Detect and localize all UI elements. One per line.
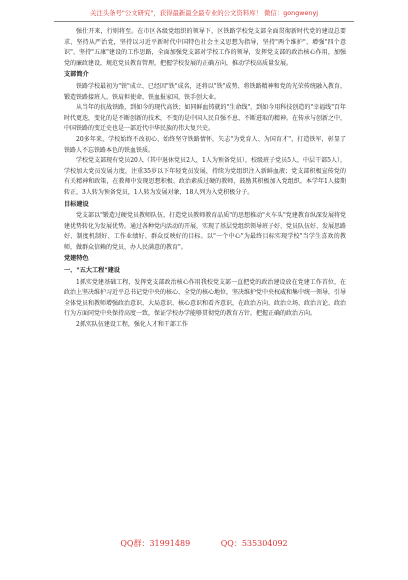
body-paragraph: 2抓实队伍建设工程，强化人才和干部工作 <box>76 321 188 329</box>
body-paragraph: 铁路学校最初为"铁"成立、已经因"铁"成名，还将以"铁"成势、将铁路精神和党的光荣传统融入教育，锻造铁路接班人。铁肩担使命、铁血报家国，铁手创大业。 <box>64 82 346 101</box>
body-paragraph: 党支部以"锻造过硬党员教师队伍，打造党员教师教育品质"的思想推动"火车头"党建教育纵深发展将党建优势转化为发展优势。通过各种党内活动的开展，实现了基层党组织领导班子好、党员队伍好、发展思路好、制度机制好、工作业绩好、群众反映好的目标。以"一个中心"为最终目标实现学校"当学生喜欢的教师，做群众信赖的党员，办人民满意的教育"。 <box>64 212 347 251</box>
section-heading-features: 党建特色 <box>64 255 89 263</box>
footer-qq: QQ：535304092 <box>220 539 288 548</box>
header-divider <box>54 21 354 22</box>
body-paragraph: 学校党支部现有党员20人（其中退休党员2人，1人为预备党员），校级班子党员5人，中层干部5人），学校加大党员发展力度，注重35岁以下年轻党员发展，持续为党组织注入新鲜血液；党支部积极宣传党的有关精神和政策，在教师中发现思想积极、政治素质过硬的教师，鼓励其积极加入党组织。本学年1人接期转正，3人转为预备党员，1人转为发展对象，18人列为入党积极分子。 <box>64 157 346 196</box>
section-heading-branch-intro: 支部简介 <box>64 71 89 79</box>
intro-paragraph: 强仕开来，行则将至。在市区各级党组织的领导下，区铁路学校党支部全面贯彻新时代党的建设总要求，坚持从严治党，坚持以习近平新时代中国特色社会主义思想为指导，坚持"两个维护"、增强"四个意识"、坚持"五康"建设的工作思路，全面加强党支部对学校工作的领导，发挥党支部的政治核心作用，加强党的廉政建设，规范党员教育管理，把握学校发展的正确方向，推动学校高质量发展。 <box>64 28 346 67</box>
body-paragraph: 1抓实党建基础工程，发挥党支部政治核心作用我校党支部一直把党的政治建设放在党建工作首位，在政治上坚决维护习近平总书记党中央的核心、全党的核心地位，坚决维护党中央权威和集中统一领导，引导全体党员和教师增强政治意识、大局意识、核心意识和看齐意识，在政治方向、政治立场、政治言论、政治行为方面同党中央保持高度一致，保证学校办学能够贯彻党的教育方针，把握正确的政治方向。 <box>64 278 347 318</box>
document-body <box>64 27 346 331</box>
body-paragraph: 从当年的抗战铁路，到如今的现代高铁；如同鲜血铸就的"生命线"，到如今用科技创造的"幸福线"百年时代更迭，变化的是不断创新的技术，不变的是中国人民自强不息、不断进取的精神。在传承与创新之中，中国铁路的变迁史也是一部近代中华民族的伟大复兴史。 <box>64 104 347 133</box>
section-heading-goals: 目标建设 <box>64 200 89 208</box>
subsection-heading-five-projects: 一、"五大工程"建设 <box>64 267 120 275</box>
header-banner: 关注头条号"公文研究"，获得最新最全最专业的公文资料库！ 微信：gongwenyj <box>89 9 319 17</box>
footer-contact <box>0 538 408 549</box>
footer-qq-group: QQ群：31991489 <box>120 539 191 548</box>
body-paragraph: 20多年来，学校始终不改初心，始终坚守铁路情怀，矢志"为党育人、为国育才"，打造铁军，彰显了铁路人不忘铁路本色的铁血铁质。 <box>64 135 346 154</box>
